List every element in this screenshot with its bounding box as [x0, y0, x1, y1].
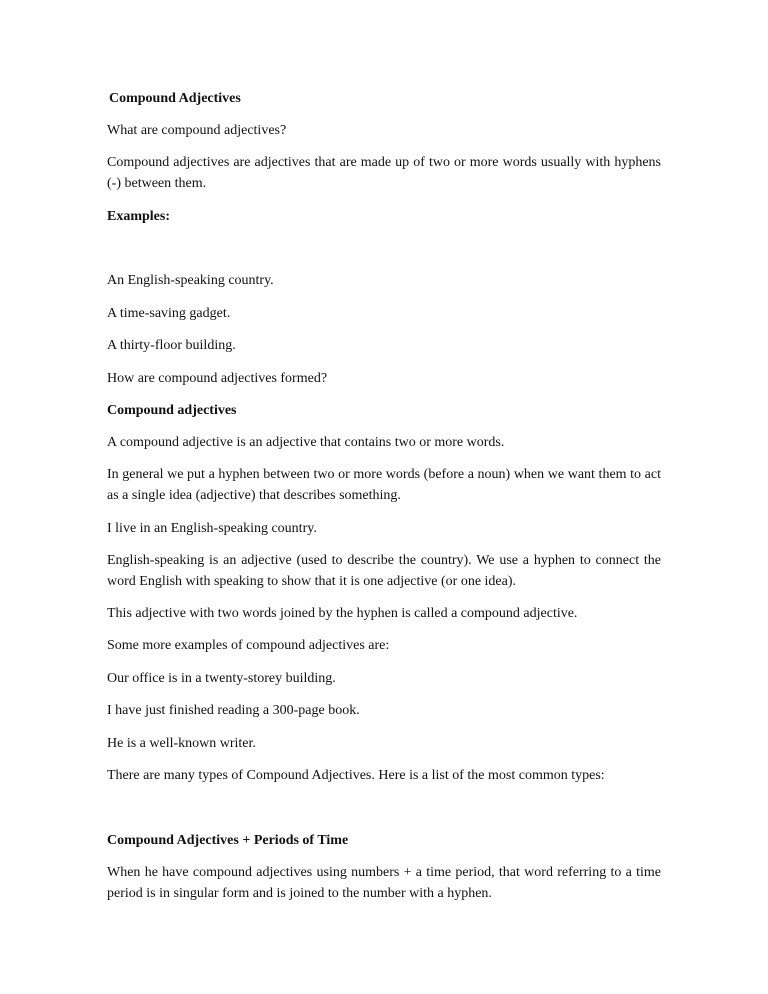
example-english-speaking: An English-speaking country. — [107, 273, 274, 288]
definition-paragraph: Compound adjectives are adjectives that are made up of two or more words usually with hyphens (-) between them. — [107, 155, 661, 191]
document-title: Compound Adjectives — [109, 91, 241, 106]
example-twenty-storey: Our office is in a twenty-storey building. — [107, 671, 336, 686]
section-heading-periods-of-time: Compound Adjectives + Periods of Time — [107, 833, 349, 848]
examples-heading: Examples: — [107, 209, 170, 224]
paragraph-periods-of-time: When he have compound adjectives using numbers + a time period, that word referring to a time period is in singular form and is joined to the number with a hyphen. — [107, 865, 661, 901]
paragraph-more-examples: Some more examples of compound adjectives are: — [107, 638, 390, 653]
paragraph-i-live: I live in an English-speaking country. — [107, 521, 317, 536]
question-what-are: What are compound adjectives? — [107, 123, 287, 138]
example-300-page: I have just finished reading a 300-page book. — [107, 703, 360, 718]
example-time-saving: A time-saving gadget. — [107, 306, 231, 321]
paragraph-types-intro: There are many types of Compound Adjectives. Here is a list of the most common types: — [107, 768, 605, 783]
question-how-formed: How are compound adjectives formed? — [107, 371, 328, 386]
example-well-known: He is a well-known writer. — [107, 736, 256, 751]
paragraph-hyphen-joined: This adjective with two words joined by the hyphen is called a compound adjective. — [107, 606, 578, 621]
example-thirty-floor: A thirty-floor building. — [107, 338, 236, 353]
paragraph-english-speaking-explained: English-speaking is an adjective (used to describe the country). We use a hyphen to connect the word English with speaking to show that it is one adjective (or one idea). — [107, 553, 661, 589]
paragraph-definition-2: A compound adjective is an adjective that contains two or more words. — [107, 435, 505, 450]
compound-adjectives-subheading: Compound adjectives — [107, 403, 237, 418]
paragraph-hyphen-rule: In general we put a hyphen between two or more words (before a noun) when we want them to act as a single idea (adjective) that describes something. — [107, 467, 661, 503]
